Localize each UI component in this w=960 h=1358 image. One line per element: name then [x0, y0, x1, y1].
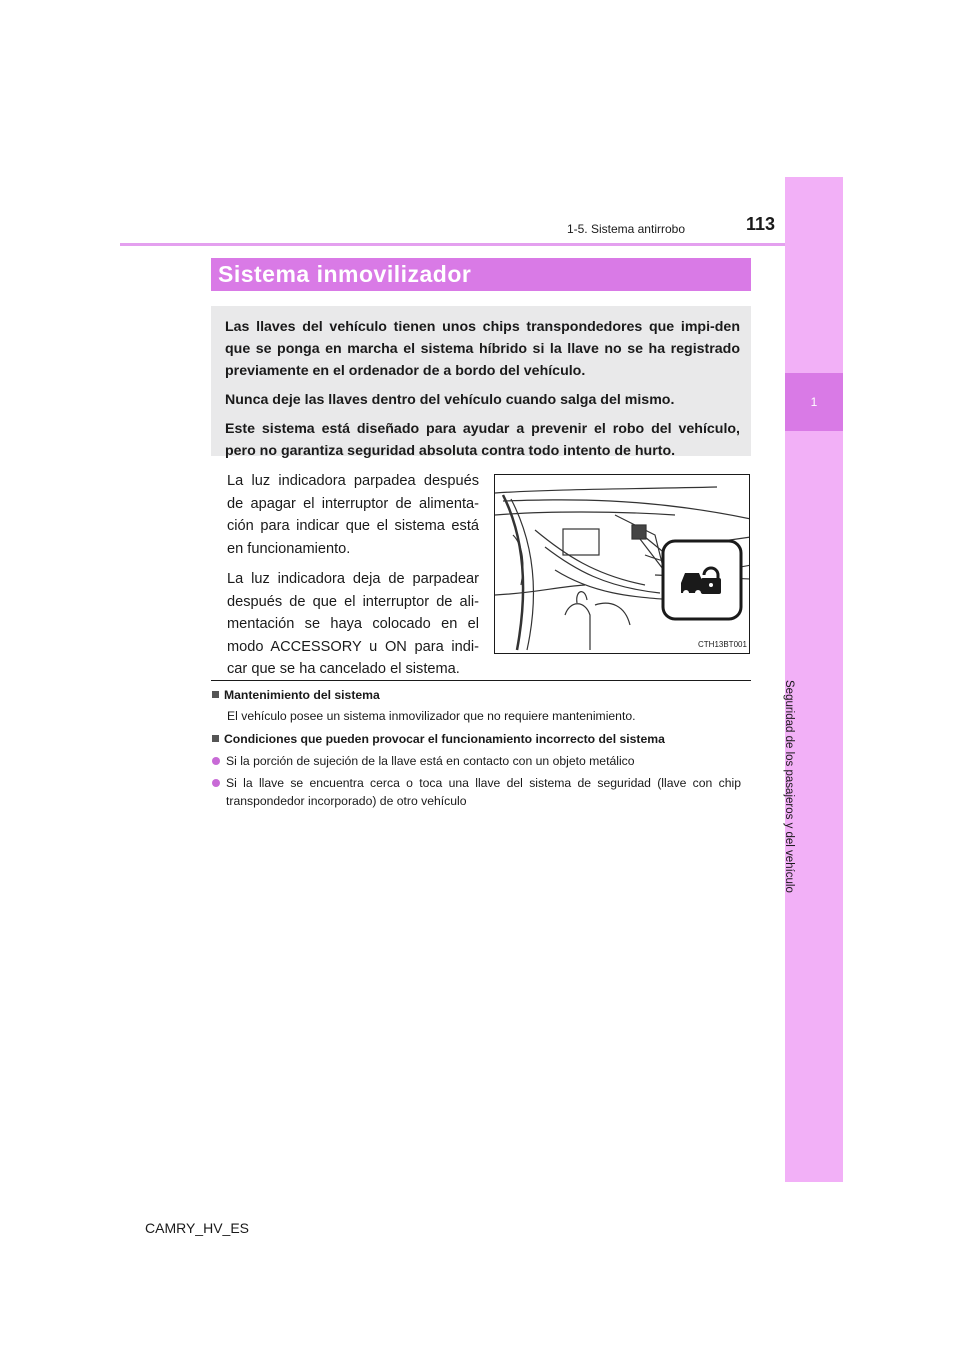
maintenance-text: El vehículo posee un sistema inmovilizador que no requiere mantenimiento. [227, 709, 636, 723]
list-item [212, 774, 752, 810]
round-bullet-icon [212, 779, 220, 787]
chapter-number: 1 [785, 373, 843, 431]
page-number: 113 [745, 214, 775, 234]
body-column [227, 470, 479, 689]
page-title: Sistema inmovilizador [218, 261, 472, 287]
list-item [212, 752, 752, 770]
intro-paragraph-1: Las llaves del vehículo tienen unos chips transpondedores que impi-den que se ponga en marcha el sistema híbrido si la llave no se ha registrado previamente en el ordenador de a bordo del vehículo. [225, 319, 740, 379]
section-divider [211, 680, 751, 681]
chapter-label: Seguridad de los pasajeros y del vehículo [783, 680, 795, 893]
intro-paragraph-3: Este sistema está diseñado para ayudar a prevenir el robo del vehículo, pero no garantiza seguridad absoluta contra todo intento de hurto. [225, 421, 740, 459]
intro-paragraph-2: Nunca deje las llaves dentro del vehículo cuando salga del mismo. [225, 392, 675, 408]
square-bullet-icon [212, 691, 219, 698]
maintenance-heading-text: Mantenimiento del sistema [224, 688, 380, 702]
figure-code: CTH13BT001 [698, 640, 747, 649]
conditions-heading-text: Condiciones que pueden provocar el funcionamiento incorrecto del sistema [224, 732, 665, 746]
body-paragraph-1: La luz indicadora parpadea después de apagar el interruptor de alimenta-ción para indicar que el sistema está en funcionamiento. [227, 473, 479, 557]
conditions-heading [212, 730, 752, 748]
footer-code: CAMRY_HV_ES [145, 1220, 250, 1236]
section-title: 1-5. Sistema antirrobo [566, 222, 685, 236]
intro-box [211, 306, 751, 459]
body-paragraph-2: La luz indicadora deja de parpadear después de que el interruptor de ali-mentación se haya colocado en el modo ACCESSORY u ON para indi-car que se ha cancelado el sistema. [227, 571, 479, 677]
list-item-text: Si la porción de sujeción de la llave está en contacto con un objeto metálico [226, 754, 635, 768]
maintenance-heading [212, 686, 752, 704]
list-item-text: Si la llave se encuentra cerca o toca una llave del sistema de seguridad (llave con chip transpondedor incorporado) de otro vehículo [226, 776, 741, 808]
dashboard-drawing [495, 475, 750, 654]
dashboard-illustration [494, 474, 750, 654]
round-bullet-icon [212, 757, 220, 765]
square-bullet-icon [212, 735, 219, 742]
header-rule [120, 243, 785, 246]
